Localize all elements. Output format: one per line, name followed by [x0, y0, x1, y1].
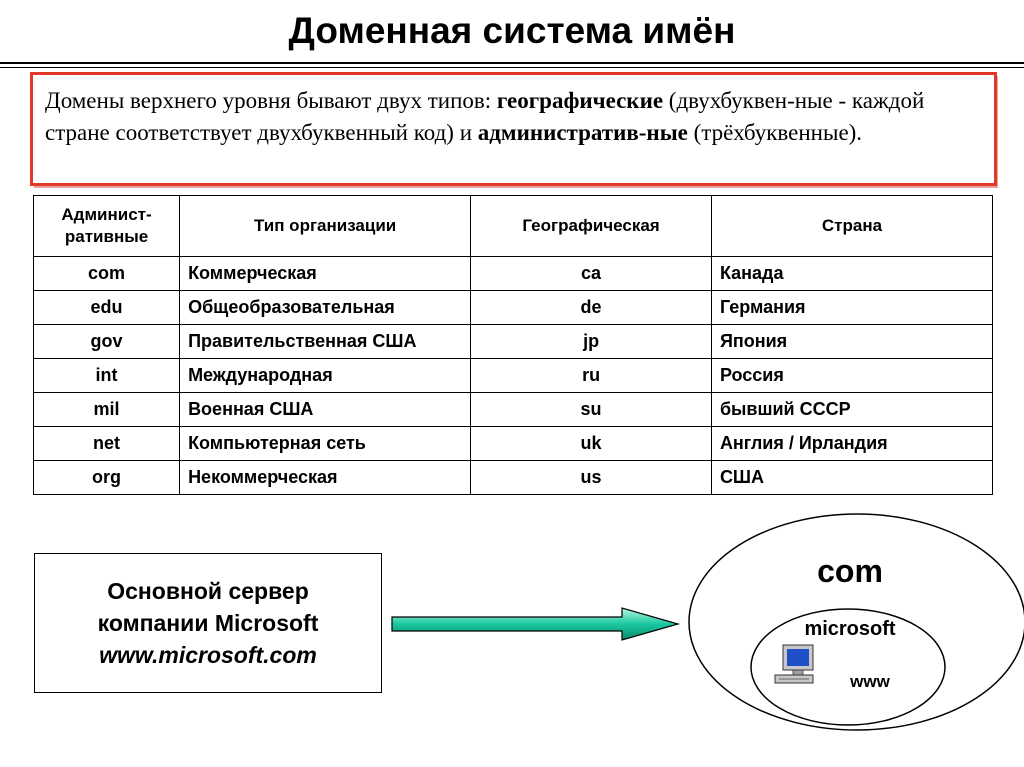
- intro-term-geo: географические: [496, 88, 664, 113]
- server-line-1: Основной сервер: [107, 578, 309, 604]
- computer-icon: [775, 645, 813, 683]
- admin-domain-cell: edu: [34, 291, 180, 325]
- admin-domain-cell: gov: [34, 325, 180, 359]
- arrow-shape: [392, 608, 678, 640]
- country-cell: Россия: [711, 359, 992, 393]
- org-type-cell: Международная: [180, 359, 471, 393]
- geo-domain-cell: ru: [471, 359, 712, 393]
- org-type-cell: Правительственная США: [180, 325, 471, 359]
- geo-domain-cell: uk: [471, 427, 712, 461]
- microsoft-zone-label: microsoft: [804, 618, 896, 640]
- org-type-cell: Некоммерческая: [180, 461, 471, 495]
- admin-domain-cell: int: [34, 359, 180, 393]
- country-cell: США: [711, 461, 992, 495]
- intro-text-2: (двухбуквен-ные - каждой стране соответствует двухбуквенный код) и: [45, 88, 925, 145]
- header-country: Страна: [711, 196, 992, 257]
- country-cell: Германия: [711, 291, 992, 325]
- geo-domain-cell: us: [471, 461, 712, 495]
- admin-domain-cell: org: [34, 461, 180, 495]
- country-cell: Канада: [711, 257, 992, 291]
- country-cell: Англия / Ирландия: [711, 427, 992, 461]
- geo-domain-cell: de: [471, 291, 712, 325]
- page-title: Доменная система имён: [288, 10, 736, 51]
- org-type-cell: Общеобразовательная: [180, 291, 471, 325]
- country-cell: Япония: [711, 325, 992, 359]
- header-org-type: Тип организации: [180, 196, 471, 257]
- intro-text-3: (трёхбуквенные).: [687, 120, 863, 145]
- server-line-2: компании Microsoft: [97, 610, 319, 636]
- geo-domain-cell: ca: [471, 257, 712, 291]
- geo-domain-cell: su: [471, 393, 712, 427]
- com-zone-label: com: [817, 553, 883, 589]
- country-cell: бывший СССР: [711, 393, 992, 427]
- geo-domain-cell: jp: [471, 325, 712, 359]
- org-type-cell: Коммерческая: [180, 257, 471, 291]
- admin-domain-cell: com: [34, 257, 180, 291]
- header-admin: Админист- ративные: [34, 196, 180, 257]
- org-type-cell: Военная США: [180, 393, 471, 427]
- org-type-cell: Компьютерная сеть: [180, 427, 471, 461]
- intro-text-1: Домены верхнего уровня бывают двух типов:: [45, 88, 497, 113]
- admin-domain-cell: net: [34, 427, 180, 461]
- admin-domain-cell: mil: [34, 393, 180, 427]
- intro-term-admin: административ-ные: [477, 120, 688, 145]
- www-host-label: www: [850, 672, 890, 691]
- header-geo: Географическая: [471, 196, 712, 257]
- server-url: www.microsoft.com: [99, 642, 317, 668]
